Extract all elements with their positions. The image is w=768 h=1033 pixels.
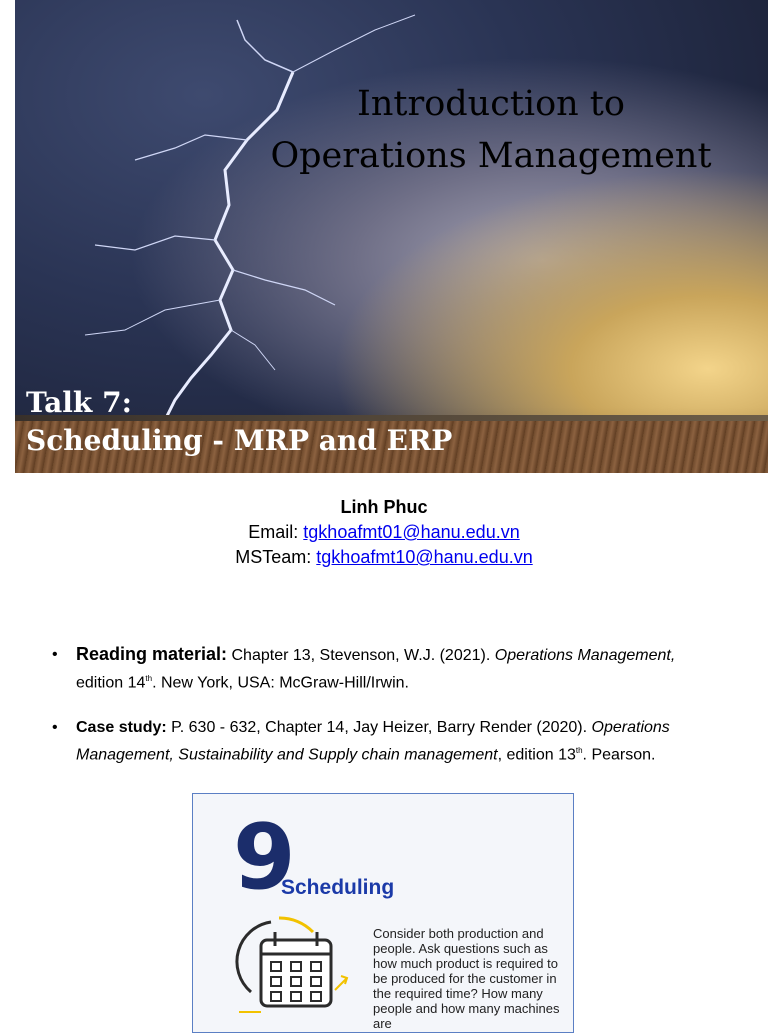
card-description: Consider both production and people. Ask questions such as how much product is required to be produced for the customer in the required time? How many people and how many machines are (373, 926, 560, 1031)
calendar-clock-icon (231, 912, 361, 1022)
reading-material-item: • Reading material: Chapter 13, Stevenson, W.J. (2021). Operations Management, edition 14th. New York, USA: McGraw-Hill/Irwin. (52, 644, 676, 692)
presentation-title: Introduction to Operations Management (270, 84, 712, 176)
email-line: Email: tgkhoafmt01@hanu.edu.vn (248, 522, 520, 542)
msteam-link[interactable]: tgkhoafmt10@hanu.edu.vn (316, 547, 533, 567)
step-number: 9 (233, 805, 296, 910)
talk-title: Talk 7: Scheduling - MRP and ERP (26, 386, 453, 457)
author-name: Linh Phuc (340, 497, 428, 517)
msteam-line: MSTeam: tgkhoafmt10@hanu.edu.vn (235, 547, 533, 567)
bullet-marker: • (52, 719, 58, 737)
bullet-marker: • (52, 646, 58, 663)
email-link[interactable]: tgkhoafmt01@hanu.edu.vn (303, 522, 520, 542)
case-study-item: • Case study: P. 630 - 632, Chapter 14, Jay Heizer, Barry Render (2020). Operations Management, Sustainability and Supply chain management, edition 13th. Pearson. (52, 716, 732, 766)
author-info (0, 495, 768, 570)
scheduling-infographic (192, 793, 574, 1033)
card-title: Scheduling (281, 876, 395, 899)
references-list (52, 643, 732, 789)
